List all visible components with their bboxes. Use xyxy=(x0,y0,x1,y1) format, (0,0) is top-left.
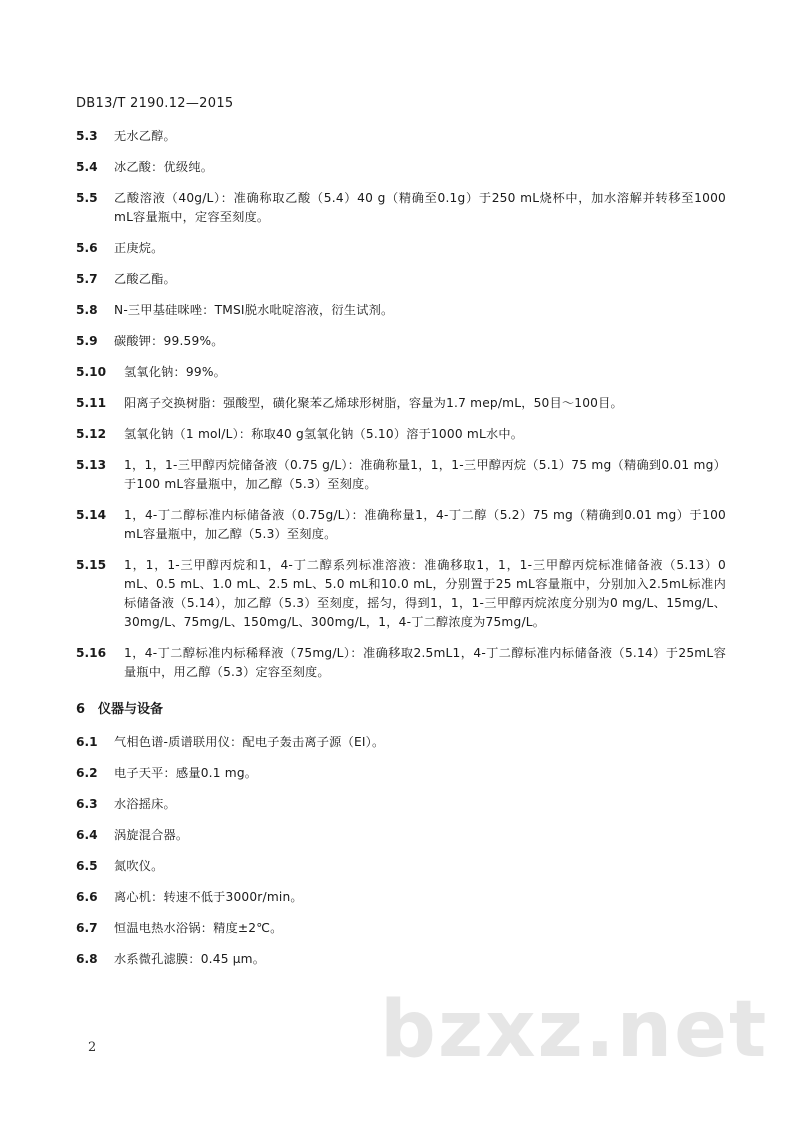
clause-text: 涡旋混合器。 xyxy=(114,828,189,842)
clause-text: 水浴摇床。 xyxy=(114,797,176,811)
clause-5-10 xyxy=(76,363,726,382)
watermark: bzxz.net xyxy=(380,985,769,1075)
clause-6-1 xyxy=(76,733,726,752)
clause-6-5 xyxy=(76,857,726,876)
clause-number: 5.10 xyxy=(76,365,107,379)
clause-number: 6.2 xyxy=(76,766,98,780)
clause-5-15 xyxy=(76,556,726,632)
clause-text: 无水乙醇。 xyxy=(114,129,176,143)
clause-number: 5.5 xyxy=(76,191,98,205)
clause-5-16 xyxy=(76,644,726,682)
clause-number: 5.15 xyxy=(76,558,107,572)
clause-text: 1，1，1-三甲醇丙烷和1，4-丁二醇系列标准溶液：准确移取1，1，1-三甲醇丙烷标准储备液（5.13）0 mL、0.5 mL、1.0 mL、2.5 mL、5.0 mL和10.0 mL，分别置于25 mL容量瓶中，分别加入2.5mL标准内标储备液（5.14），加乙醇（5.3）至刻度，摇匀，得到1，1，1-三甲醇丙烷浓度分别为0 mg/L、15mg/L、30mg/L、75mg/L、150mg/L、300mg/L，1，4-丁二醇浓度为75mg/L。 xyxy=(124,558,726,629)
clause-number: 6.8 xyxy=(76,952,98,966)
clause-list xyxy=(76,127,726,981)
clause-number: 5.4 xyxy=(76,160,98,174)
clause-5-5 xyxy=(76,189,726,227)
clause-5-7 xyxy=(76,270,726,289)
clause-5-8 xyxy=(76,301,726,320)
clause-6-2 xyxy=(76,764,726,783)
clause-text: 水系微孔滤膜：0.45 μm。 xyxy=(114,952,266,966)
clause-5-4 xyxy=(76,158,726,177)
clause-number: 5.16 xyxy=(76,646,107,660)
clause-text: 氢氧化钠（1 mol/L）：称取40 g氢氧化钠（5.10）溶于1000 mL水中。 xyxy=(124,427,524,441)
section-heading-6 xyxy=(76,700,726,719)
clause-5-9 xyxy=(76,332,726,351)
clause-text: 阳离子交换树脂：强酸型，磺化聚苯乙烯球形树脂，容量为1.7 mep/mL，50目～100目。 xyxy=(124,396,623,410)
clause-text: 氮吹仪。 xyxy=(114,859,164,873)
clause-5-13 xyxy=(76,456,726,494)
clause-number: 6.6 xyxy=(76,890,98,904)
section-number: 6 xyxy=(76,702,86,717)
clause-6-6 xyxy=(76,888,726,907)
clause-5-11 xyxy=(76,394,726,413)
clause-text: 恒温电热水浴锅：精度±2℃。 xyxy=(114,921,283,935)
clause-text: 乙酸溶液（40g/L）：准确称取乙酸（5.4）40 g（精确至0.1g）于250 mL烧杯中，加水溶解并转移至1000 mL容量瓶中，定容至刻度。 xyxy=(114,191,726,224)
clause-text: 离心机：转速不低于3000r/min。 xyxy=(114,890,303,904)
clause-number: 5.7 xyxy=(76,272,98,286)
clause-number: 5.8 xyxy=(76,303,98,317)
clause-text: 1，1，1-三甲醇丙烷储备液（0.75 g/L）：准确称量1，1，1-三甲醇丙烷（5.1）75 mg（精确到0.01 mg）于100 mL容量瓶中，加乙醇（5.3）至刻度。 xyxy=(124,458,726,491)
clause-number: 5.13 xyxy=(76,458,107,472)
clause-5-14 xyxy=(76,506,726,544)
clause-number: 5.14 xyxy=(76,508,107,522)
section-title: 仪器与设备 xyxy=(98,702,164,717)
clause-text: N-三甲基硅咪唑：TMSI脱水吡啶溶液，衍生试剂。 xyxy=(114,303,394,317)
clause-text: 碳酸钾：99.59%。 xyxy=(114,334,224,348)
clause-5-3 xyxy=(76,127,726,146)
clause-number: 5.9 xyxy=(76,334,98,348)
clause-number: 5.12 xyxy=(76,427,107,441)
clause-number: 5.6 xyxy=(76,241,98,255)
clause-6-4 xyxy=(76,826,726,845)
standard-code: DB13/T 2190.12—2015 xyxy=(76,96,234,111)
clause-6-7 xyxy=(76,919,726,938)
clause-6-8 xyxy=(76,950,726,969)
clause-text: 1，4-丁二醇标准内标稀释液（75mg/L）：准确移取2.5mL1，4-丁二醇标准内标储备液（5.14）于25mL容量瓶中，用乙醇（5.3）定容至刻度。 xyxy=(124,646,726,679)
clause-5-12 xyxy=(76,425,726,444)
clause-text: 乙酸乙酯。 xyxy=(114,272,176,286)
clause-number: 5.3 xyxy=(76,129,98,143)
clause-number: 6.1 xyxy=(76,735,98,749)
clause-5-6 xyxy=(76,239,726,258)
page-number: 2 xyxy=(88,1040,97,1055)
clause-number: 6.4 xyxy=(76,828,98,842)
clause-text: 1，4-丁二醇标准内标储备液（0.75g/L）：准确称量1，4-丁二醇（5.2）75 mg（精确到0.01 mg）于100 mL容量瓶中，加乙醇（5.3）至刻度。 xyxy=(124,508,726,541)
clause-6-3 xyxy=(76,795,726,814)
clause-number: 6.7 xyxy=(76,921,98,935)
clause-text: 冰乙酸：优级纯。 xyxy=(114,160,214,174)
clause-number: 6.3 xyxy=(76,797,98,811)
clause-number: 6.5 xyxy=(76,859,98,873)
clause-number: 5.11 xyxy=(76,396,107,410)
clause-text: 正庚烷。 xyxy=(114,241,164,255)
clause-text: 电子天平：感量0.1 mg。 xyxy=(114,766,258,780)
clause-text: 气相色谱-质谱联用仪：配电子轰击离子源（EI）。 xyxy=(114,735,385,749)
clause-text: 氢氧化钠：99%。 xyxy=(124,365,227,379)
